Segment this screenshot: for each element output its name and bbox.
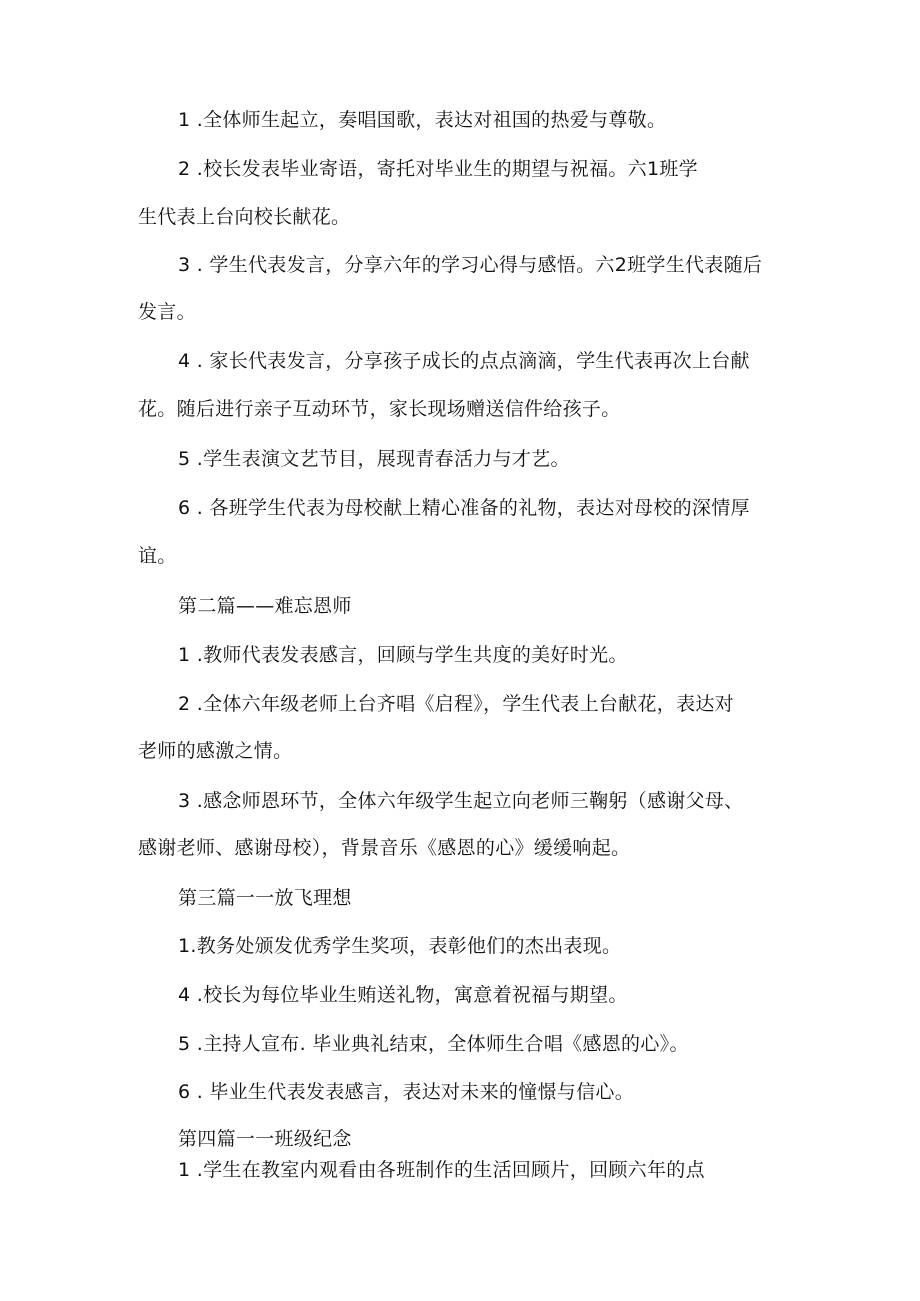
list-item: 3 . 学生代表发言，分享六年的学习心得与感悟。六2班学生代表随后 (178, 254, 763, 276)
list-item: 3 .感念师恩环节，全体六年级学生起立向老师三鞠躬（感谢父母、 (178, 790, 744, 812)
list-item: 6 . 毕业生代表发表感言，表达对未来的憧憬与信心。 (178, 1081, 635, 1103)
list-item: 1 .学生在教室内观看由各班制作的生活回顾片，回顾六年的点 (178, 1159, 705, 1181)
list-item-continuation: 感谢老师、感谢母校），背景音乐《感恩的心》缓缓响起。 (138, 837, 631, 859)
list-item: 4 . 家长代表发言，分享孩子成长的点点滴滴，学生代表再次上台献 (178, 350, 750, 372)
list-item-continuation: 花。随后进行亲子互动环节，家长现场赠送信件给孩子。 (138, 398, 621, 420)
list-item: 5 .学生表演文艺节目，展现青春活力与才艺。 (178, 448, 570, 470)
list-item-continuation: 老师的感激之情。 (138, 740, 293, 762)
list-item: 1.教务处颁发优秀学生奖项，表彰他们的杰出表现。 (178, 935, 622, 957)
section-heading: 第二篇——难忘恩师 (178, 595, 352, 617)
list-item: 1 .教师代表发表感言，回顾与学生共度的美好时光。 (178, 644, 628, 666)
section-heading: 第三篇一一放飞理想 (178, 887, 352, 909)
list-item-continuation: 发言。 (138, 301, 196, 323)
list-item: 2 .校长发表毕业寄语，寄托对毕业生的期望与祝福。六1班学 (178, 158, 698, 180)
list-item-continuation: 生代表上台向校长献花。 (138, 206, 351, 228)
list-item: 6 . 各班学生代表为母校献上精心准备的礼物，表达对母校的深情厚 (178, 497, 750, 519)
section-heading: 第四篇一一班级纪念 (178, 1128, 352, 1150)
list-item: 2 .全体六年级老师上台齐唱《启程》，学生代表上台献花，表达对 (178, 693, 734, 715)
list-item: 5 .主持人宣布. 毕业典礼结束，全体师生合唱《感恩的心》。 (178, 1033, 689, 1055)
list-item: 4 .校长为每位毕业生贿送礼物，寓意着祝福与期望。 (178, 984, 628, 1006)
list-item: 1 .全体师生起立，奏唱国歌，表达对祖国的热爱与尊敬。 (178, 109, 667, 131)
list-item-continuation: 谊。 (138, 545, 177, 567)
